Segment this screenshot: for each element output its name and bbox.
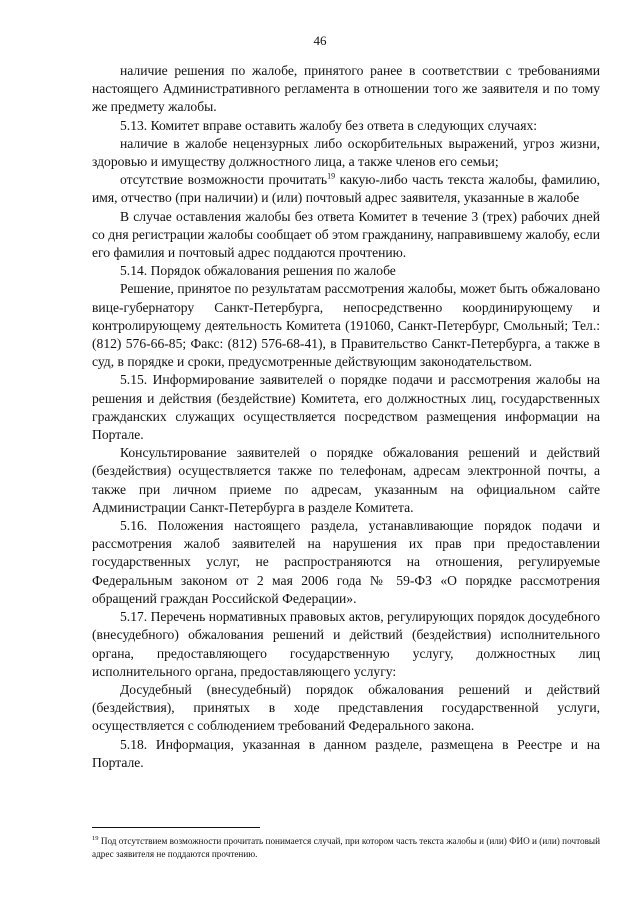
paragraph-pretrial-procedure: Досудебный (внесудебный) порядок обжалования решений и действий (бездействия), принятых в ходе представления государственной услуги, осуществляется с соблюдением требований Федерального закона. — [92, 681, 600, 734]
page-number: 46 — [313, 33, 327, 48]
body-text — [92, 62, 600, 772]
paragraph-no-answer-notice: В случае оставления жалобы без ответа Комитет в течение 3 (трех) рабочих дней со дня регистрации жалобы сообщает об этом гражданину, направившему жалобу, если его фамилия и почтовый адрес поддаются прочтению. — [92, 208, 600, 261]
paragraph-unreadable-text-start: отсутствие возможности прочитать — [120, 172, 328, 188]
footnote — [92, 835, 600, 860]
paragraph-unreadable-text — [92, 171, 600, 207]
paragraph-5-15: 5.15. Информирование заявителей о порядке подачи и рассмотрения жалобы на решения и действия (бездействие) Комитета, его должностных лиц, государственных гражданских служащих осуществляется посредством размещения информации на Портале. — [92, 372, 600, 443]
paragraph-5-14: 5.14. Порядок обжалования решения по жалобе — [120, 263, 396, 279]
paragraph-consulting: Консультирование заявителей о порядке обжалования решений и действий (бездействия) осуществляется также по телефонам, адресам электронной почты, а также при личном приеме по адресам, указанным на официальном сайте Администрации Санкт-Петербурга в разделе Комитета. — [92, 445, 600, 515]
footnote-mark: 19 — [92, 834, 99, 842]
footnote-divider — [92, 827, 260, 828]
paragraph-5-18: 5.18. Информация, указанная в данном разделе, размещена в Реестре и на Портале. — [92, 736, 600, 770]
paragraph-unreadable-text-end: какую-либо часть текста жалобы, фамилию, имя, отчество (при наличии) и (или) почтовый адрес заявителя, указанные в жалобе — [92, 172, 600, 206]
paragraph-obscene-language: наличие в жалобе нецензурных либо оскорбительных выражений, угроз жизни, здоровью и имуществу должностного лица, а также членов его семьи; — [92, 135, 600, 170]
paragraph-5-16: 5.16. Положения настоящего раздела, устанавливающие порядок подачи и рассмотрения жалоб заявителей на нарушения их прав при предоставлении государственных услуг, не распространяются на отношения, регулируемые Федеральным законом от 2 мая 2006 года № 59-ФЗ «О порядке рассмотрения обращений граждан Российской Федерации». — [92, 518, 600, 606]
footnote-text: Под отсутствием возможности прочитать понимается случай, при котором часть текста жалобы и (или) ФИО и (или) почтовый адрес заявителя не поддаются прочтению. — [92, 836, 600, 859]
paragraph-appeal-decision: Решение, принятое по результатам рассмотрения жалобы, может быть обжаловано вице-губернатору Санкт-Петербурга, непосредственно координирующему и контролирующему деятельность Комитета (191060, Санкт-Петербург, Смольный; Тел.: (812) 576-66-85; Факс: (812) 576-68-41), в Правительство Санкт-Петербурга, а также в суд, в порядке и сроки, предусмотренные действующим законодательством. — [92, 281, 600, 370]
footnote-reference: 19 — [327, 171, 336, 181]
paragraph-5-17: 5.17. Перечень нормативных правовых актов, регулирующих порядок досудебного (внесудебного) обжалования решений и действий (бездействия) исполнительного органа, предоставляющего государственную услугу, должностных лиц исполнительного органа, предоставляющего услугу: — [92, 609, 600, 679]
paragraph-5-13: 5.13. Комитет вправе оставить жалобу без ответа в следующих случаях: — [120, 117, 538, 133]
paragraph-complaint-precedent: наличие решения по жалобе, принятого ранее в соответствии с требованиями настоящего Административного регламента в отношении того же заявителя и по тому же предмету жалобы. — [92, 63, 600, 115]
